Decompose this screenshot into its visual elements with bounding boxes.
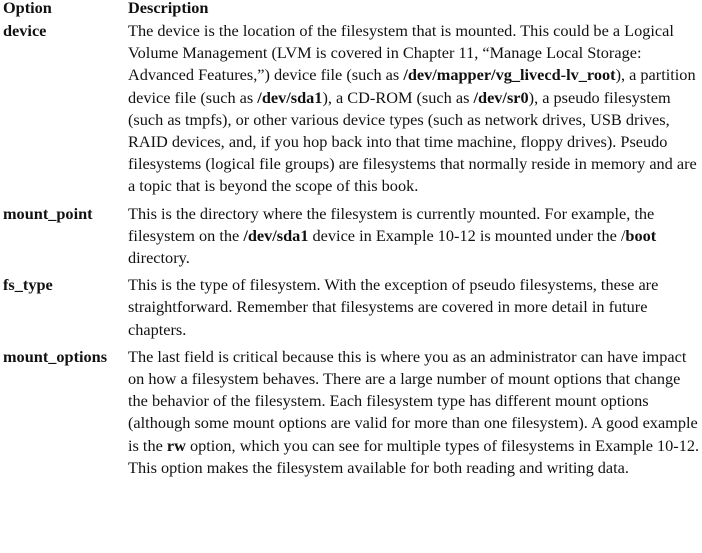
device-path-bold: /dev/mapper/vg_livecd-lv_root bbox=[403, 65, 616, 85]
option-description bbox=[128, 20, 702, 203]
directory-bold: boot bbox=[625, 225, 657, 245]
option-description bbox=[128, 346, 702, 484]
description-text: This is the directory where the filesystem is currently mounted. For example, the filesystem on the bbox=[128, 203, 655, 245]
device-path-bold: /dev/sda1 bbox=[243, 225, 309, 245]
table-row-mount-options bbox=[3, 346, 702, 484]
header-description: Description bbox=[128, 0, 209, 17]
description-text: The device is the location of the filesystem that is mounted. This could be a Logical Volume Management (LVM is covered in Chapter 11, “Manage Local Storage: Advanced Features,”) device file (such as bbox=[128, 21, 674, 85]
description-text: directory. bbox=[128, 248, 190, 268]
option-keyword-bold: rw bbox=[166, 435, 186, 455]
table-row-fs-type bbox=[3, 274, 702, 346]
header-option: Option bbox=[3, 0, 52, 17]
option-name: fs_type bbox=[3, 275, 53, 295]
description-text: This is the type of filesystem. With the exception of pseudo filesystems, these are straightforward. Remember that filesystems are covered in more detail in future chapters. bbox=[128, 275, 659, 339]
description-text: ), a partition device file (such as bbox=[128, 65, 696, 107]
description-text: ), a CD-ROM (such as bbox=[322, 87, 474, 107]
table-header-row bbox=[3, 0, 702, 20]
table-row-mount-point bbox=[3, 203, 702, 275]
option-name: mount_options bbox=[3, 346, 108, 366]
option-name: mount_point bbox=[3, 203, 93, 223]
description-text: option, which you can see for multiple types of filesystems in Example 10-12. This option makes the filesystem available for both reading and writing data. bbox=[128, 435, 700, 477]
table-row-device bbox=[3, 20, 702, 203]
device-path-bold: /dev/sda1 bbox=[257, 87, 323, 107]
options-table bbox=[3, 0, 702, 484]
device-path-bold: /dev/sr0 bbox=[473, 87, 529, 107]
description-text: The last field is critical because this is where you as an administrator can have impact on how a filesystem behaves. There are a large number of mount options that change the behavior of the filesystem. Each filesystem type has different mount options (although some mount options are valid for more than one filesystem). A good example is the bbox=[128, 346, 698, 455]
description-text: ), a pseudo filesystem (such as tmpfs), or other various device types (such as network drives, USB drives, RAID devices, and, if you hop back into that time machine, floppy drives). Pseudo filesystems (logical file groups) are filesystems that normally reside in memory and are a topic that is beyond the scope of this book. bbox=[128, 87, 697, 196]
option-name: device bbox=[3, 21, 47, 40]
option-description bbox=[128, 203, 702, 275]
description-text: device in Example 10-12 is mounted under the / bbox=[308, 225, 626, 245]
option-description bbox=[128, 274, 702, 346]
